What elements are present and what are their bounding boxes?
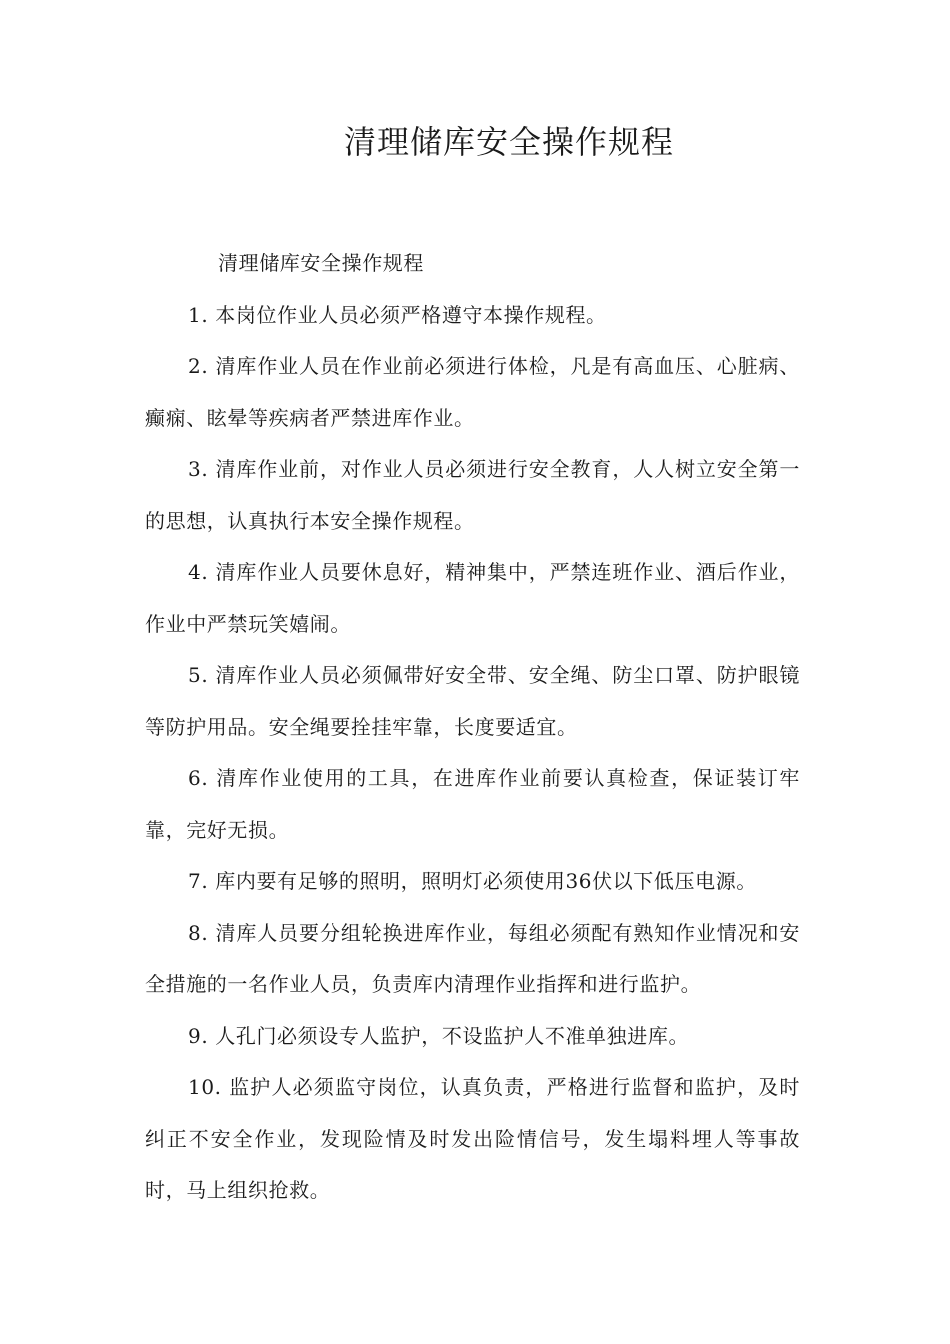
rule-item-2: 2. 清库作业人员在作业前必须进行体检，凡是有高血压、心脏病、癫痫、眩晕等疾病者严禁进库作业。 xyxy=(145,354,800,430)
document-title: 清理储库安全操作规程 xyxy=(343,123,674,161)
rule-item-9: 9. 人孔门必须设专人监护，不设监护人不准单独进库。 xyxy=(188,1023,690,1048)
rule-item-1: 1. 本岗位作业人员必须严格遵守本操作规程。 xyxy=(188,302,607,327)
document-body xyxy=(145,238,800,1217)
document-subtitle: 清理储库安全操作规程 xyxy=(218,251,424,275)
rule-item-7: 7. 库内要有足够的照明，照明灯必须使用36伏以下低压电源。 xyxy=(188,869,757,893)
rule-item-8: 8. 清库人员要分组轮换进库作业，每组必须配有熟知作业情况和安全措施的一名作业人员，负责库内清理作业指挥和进行监护。 xyxy=(145,920,800,996)
rule-item-6: 6. 清库作业使用的工具，在进库作业前要认真检查，保证装订牢靠，完好无损。 xyxy=(145,766,800,842)
rule-item-10: 10. 监护人必须监守岗位，认真负责，严格进行监督和监护，及时纠正不安全作业，发现险情及时发出险情信号，发生塌料埋人等事故时，马上组织抢救。 xyxy=(145,1075,800,1202)
rule-item-3: 3. 清库作业前，对作业人员必须进行安全教育，人人树立安全第一的思想，认真执行本安全操作规程。 xyxy=(145,457,800,533)
rule-item-4: 4. 清库作业人员要休息好，精神集中，严禁连班作业、酒后作业，作业中严禁玩笑嬉闹。 xyxy=(145,560,800,636)
rule-item-5: 5. 清库作业人员必须佩带好安全带、安全绳、防尘口罩、防护眼镜等防护用品。安全绳要拴挂牢靠，长度要适宜。 xyxy=(145,663,800,739)
